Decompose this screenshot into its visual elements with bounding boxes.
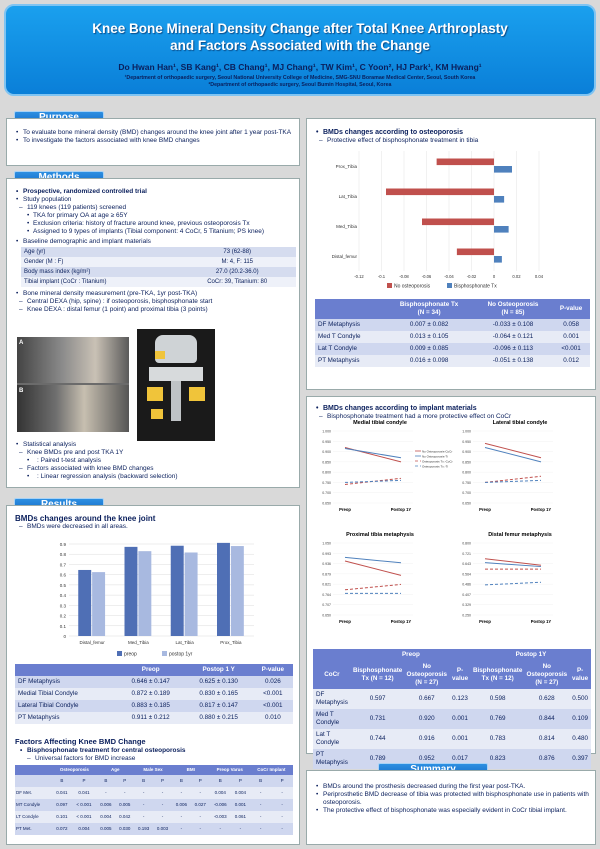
x-tick-label: -0.02 [466,274,477,279]
x-tick-label: Lat_Tibia [175,640,194,645]
demographics-table: Age (yr) 73 (62-88) Gender (M : F) M: 4, F: 115 Body mass index (kg/m²) 27.0 (20.2-36.0) Tibial implant (CoCr : Titanium) CoCr: 39, Titanium: 80 [21,247,296,287]
affiliation-1: ¹Department of orthopaedic surgery, Seoul National University College of Medicine, SMG-SNU Boramae Medical Center, Seoul, South Korea [124,75,476,81]
y-tick-label: 0.950 [322,439,331,444]
dexa-knee: – Knee DEXA : distal femur (1 point) and proximal tibia (3 points) [15,306,293,314]
results-h1-sub: – BMDs were decreased in all areas. [15,523,293,531]
series-line [485,443,541,457]
implant-line-chart: Distal femur metaphysis 0.250 0.329 0.407 0.486 0.564 0.643 0.721 0.800 Preop Postop 1Y [462,532,552,624]
y-tick-label: 0.800 [462,541,471,546]
y-tick-label: 0.4 [59,593,66,599]
methods-box: • Prospective, randomized controlled trial • Study population – 119 knees (119 patients) screened • TKA for primary OA at age ≥ 65Y • Exclusion criteria: history of fracture around knee, previous osteoporosis Tx • Assigned to 9 types of implants (Tibial component: 4 CoCr, 5 Titanium; PS knee) • Baseline demographic and implant materials Age (yr) 73 (62-88) Gender (M : F) M: 4, F: 115 Body mass index (kg/m²) 27.0 (20.2-36.0) Tibial implant (CoCr : Titanium) CoCr: 39, Titanium: 80 • Bone mineral density measurement (pre-TKA, 1yr post-TKA) – Central DEXA (hip, spine) : if osteoporosis, bisphosphonate start – Knee DEXA : distal femur (1 point) and proximal tibia (3 points) A B • Statistical analysis – Knee BMDs pre and post TKA 1Y • : Paired t-test analysis – Factors associated with knee BMD changes • : Linear regression analysis (backward selection) [6,178,300,488]
bar-postop-1yr [138,551,151,636]
x-tick-label: Postop 1Y [530,507,552,512]
implant-row: Lat T Condyle 0.744 0.916 0.001 0.783 0.814 0.480 [313,729,591,749]
bar-postop-1yr [185,552,198,636]
y-tick-label: 0.721 [462,551,471,556]
dexa-central: – Central DEXA (hip, spine) : if osteoporosis, bisphosphonate start [15,298,293,306]
y-tick-label: 0.900 [462,450,471,455]
y-tick-label: 0.850 [322,460,331,465]
implant-heading: • BMDs changes according to implant materials [315,405,589,413]
category-label: Lat_Tibia [338,194,357,199]
bar-Bisphosphonate-Tx [494,256,502,263]
y-tick-label: 0.650 [322,501,331,506]
x-tick-label: Preop [479,507,491,512]
implant-row: PT Metaphysis 0.789 0.952 0.017 0.823 0.876 0.397 [313,749,591,769]
y-tick-label: 0.650 [462,501,471,506]
poster-title: Knee Bone Mineral Density Change after Total Knee Arthroplasty and Factors Associated with the Change [92,21,508,53]
legend-label: postop 1yr [169,651,193,658]
bar-No-osteoporosis [437,159,494,166]
y-tick-label: 0.407 [462,592,471,597]
series-line [485,480,541,482]
y-tick-label: 0.329 [462,603,471,608]
osteoporosis-box: • BMDs changes according to osteoporosis – Protective effect of bisphosphonate treatment in tibia -0.12 -0.1 -0.08 -0.06 -0.04 -0.02 0 0.02 0.04 Prox_Tibia Lat_Tibia Med_Tibia Distal_femur No osteoporosis Bisphosphonate Tx Bisphosphonate Tx (N = 34) No Osteoporosis (N = 85) P-value DF Metaphysis 0.007 ± 0.082 -0.033 ± 0.108 0.058 Med T Condyle 0.013 ± 0.105 -0.064 ± 0.121 0.001 Lat T Condyle 0.009 ± 0.085 -0.096 ± 0.113 <0.001 PT Metaphysis 0.016 ± 0.098 -0.051 ± 0.138 0.012 [306,118,596,390]
x-tick-label: -0.04 [444,274,454,279]
series-line [345,448,401,457]
y-tick-label: 0.993 [322,551,331,556]
summary-box [306,770,596,845]
stats-label: • Statistical analysis [15,441,295,449]
y-tick-label: 0.800 [462,470,471,475]
y-tick-label: 0.900 [322,450,331,455]
implant-box: • BMDs changes according to implant materials – Bisphosphonate treatment had a more protective effect on CoCr Medial tibial condyle 0.650 0.700 0.750 0.800 0.850 0.900 0.950 1.000 Preop Postop 1Y No Osteoporosis-CoCr No Osteoporosis-Ti Osteoporosis Tx.-CoCr Osteoporosis Tx.-Ti Lateral tibial condyle 0.650 0.700 0.750 0.800 0.850 0.900 0.950 1.000 Preop Postop 1Y Proximal tibia metaphysis 0.650 0.707 0.764 0.821 0.879 0.936 0.993 1.050 Preop Postop 1Y Distal femur metaphysis 0.250 0.329 0.407 0.486 0.564 0.643 0.721 0.800 Preop Postop 1Y Preop Postop 1Y CoCr Bisphosphonate Tx (N = 12) No Osteoporosis (N = 27) P-value Bisphosphonate Tx (N = 12) No Osteoporosis (N = 27) P-value DF Metaphysis 0.597 0.667 0.123 0.598 0.628 0.500 Med T Condyle 0.731 0.920 0.001 0.769 0.844 0.109 Lat T Condyle 0.744 0.916 0.001 0.783 0.814 0.480 PT Metaphysis 0.789 0.952 0.017 0.823 0.876 0.397 [306,396,596,754]
category-label: Prox_Tibia [335,164,357,169]
y-tick-label: 0.486 [462,582,471,587]
x-tick-label: -0.08 [399,274,409,279]
y-tick-label: 0.950 [462,439,471,444]
summary-3: • The protective effect of bisphosphonate was especially evident in CoCr tibial implant. [315,807,589,815]
criteria-3: • Assigned to 9 types of implants (Tibial component: 4 CoCr, 5 Titanium; PS knee) [15,228,293,236]
criteria-2: • Exclusion criteria: history of fracture around knee, previous osteoporosis Tx [15,220,293,228]
series-line [485,447,541,461]
category-label: Distal_femur [331,254,357,259]
legend-label: No osteoporosis [394,283,431,290]
poster-header [4,4,596,96]
factors-heading: Factors Affecting Knee BMD Change [15,737,146,746]
screened: – 119 knees (119 patients) screened [15,204,293,212]
factor-row: PT Met. 0.072 0.004 0.005 0.030 0.193 0.003 - - - - - - [15,823,293,835]
y-tick-label: 1.000 [462,429,471,434]
y-tick-label: 0.643 [462,562,471,567]
dexa-photo: A B [17,337,129,432]
bar-Bisphosphonate-Tx [494,196,504,203]
bar-No-osteoporosis [386,189,494,196]
purpose-item-2: • To investigate the factors associated with knee BMD changes [15,137,293,145]
x-tick-label: -0.1 [377,274,386,279]
bar-preop [171,546,184,636]
population-label: • Study population [15,196,293,204]
osteo-table: Bisphosphonate Tx (N = 34) No Osteoporosis (N = 85) P-value DF Metaphysis 0.007 ± 0.082 -0.033 ± 0.108 0.058 Med T Condyle 0.013 ± 0.105 -0.064 ± 0.121 0.001 Lat T Condyle 0.009 ± 0.085 -0.096 ± 0.113 <0.001 PT Metaphysis 0.016 ± 0.098 -0.051 ± 0.138 0.012 [315,299,590,367]
x-tick-label: -0.12 [354,274,364,279]
series-line [345,480,401,482]
y-tick-label: 0.764 [322,592,331,597]
series-line [485,582,541,585]
y-tick-label: 0.9 [59,542,66,547]
osteo-heading: • BMDs changes according to osteoporosis [315,129,589,137]
y-tick-label: 0.650 [322,613,331,618]
bar-postop-1yr [92,572,105,636]
legend-label: Osteoporosis Tx.-Ti [422,464,449,469]
factors-table: Osteoporosis Age Male Sex BMI Preop Varus CoCr Implant B P B P B P B P B P B P DF Met. 0.041 0.041 - - - - - - 0.004 0.004 - - MT Condyle 0.097 < 0.001 0.006 0.005 - - 0.006 0.027 -0.006 0.001 - - LT Condyle 0.101 < 0.001 0.004 0.042 - - - - -0.003 0.061 - - PT Met. 0.072 0.004 0.005 0.030 0.193 0.003 - - - - - - [15,765,293,835]
results-box: BMDs changes around the knee joint – BMDs were decreased in all areas. 0 0.1 0.2 0.3 0.4 0.5 0.6 0.7 0.8 0.9 Distal_femur Med_Tibia Lat_Tibia Prox_Tibia preop postop 1yr Preop Postop 1 Y P-value DF Metaphysis 0.646 ± 0.147 0.625 ± 0.130 0.026 Medial Tibial Condyle 0.872 ± 0.189 0.830 ± 0.165 <0.001 Lateral Tibial Condyle 0.883 ± 0.185 0.817 ± 0.147 <0.001 PT Metaphysis 0.911 ± 0.212 0.880 ± 0.215 0.010 Factors Affecting Knee BMD Change • Bisphosphonate treatment for central osteoporosis – Universal factors for BMD increase Osteoporosis Age Male Sex BMI Preop Varus CoCr Implant B P B P B P B P B P B P DF Met. 0.041 0.041 - - - - - - 0.004 0.004 - - MT Condyle 0.097 < 0.001 0.006 0.005 - - 0.006 0.027 -0.006 0.001 - - LT Condyle 0.101 < 0.001 0.004 0.042 - - - - -0.003 0.061 - - PT Met. 0.072 0.004 0.005 0.030 0.193 0.003 - - - - - - [6,505,300,845]
x-tick-label: 0.04 [534,274,544,279]
affiliation-2: ²Department of orthopaedic surgery, Seoul Bumin Hospital, Seoul, Korea [208,82,392,88]
y-tick-label: 0.750 [322,480,331,485]
x-tick-label: Distal_femur [79,640,105,645]
bmd-table: Preop Postop 1 Y P-value DF Metaphysis 0.646 ± 0.147 0.625 ± 0.130 0.026 Medial Tibial Condyle 0.872 ± 0.189 0.830 ± 0.165 <0.001 Lateral Tibial Condyle 0.883 ± 0.185 0.817 ± 0.147 <0.001 PT Metaphysis 0.911 ± 0.212 0.880 ± 0.215 0.010 [15,664,293,724]
legend-label: No Osteoporosis-Ti [422,454,448,459]
series-line [345,557,401,562]
series-line [485,476,541,482]
y-tick-label: 0.250 [462,613,471,618]
x-tick-label: 0.02 [512,274,521,279]
y-tick-label: 0.850 [462,460,471,465]
bmd-measure-label: • Bone mineral density measurement (pre-TKA, 1yr post-TKA) [15,290,293,298]
bar-preop [217,543,230,636]
legend-swatch [447,283,452,288]
purpose-box [6,118,300,166]
series-line [345,478,401,484]
results-h1: BMDs changes around the knee joint [15,514,156,523]
y-tick-label: 0.564 [462,572,471,577]
trial-type: • Prospective, randomized controlled trial [15,188,293,196]
y-tick-label: 0.750 [462,480,471,485]
knee-xray-image [137,329,215,441]
y-tick-label: 0.5 [59,582,66,588]
x-tick-label: 0 [492,274,496,279]
bar-No-osteoporosis [457,249,494,256]
y-tick-label: 0.800 [322,470,331,475]
summary-1: • BMDs around the prosthesis decreased during the first year post-TKA. [315,783,589,791]
bar-No-osteoporosis [422,219,494,226]
y-tick-label: 1.050 [322,541,331,546]
stats-1: – Knee BMDs pre and post TKA 1Y [15,449,295,457]
x-tick-label: Preop [339,619,351,624]
legend-swatch [387,283,392,288]
y-tick-label: 0.8 [59,552,66,558]
y-tick-label: 0.6 [59,572,66,578]
x-tick-label: Postop 1Y [390,619,412,624]
y-tick-label: 1.000 [322,429,331,434]
implant-row: Med T Condyle 0.731 0.920 0.001 0.769 0.844 0.109 [313,709,591,729]
bmd-bar-chart [47,538,262,658]
x-tick-label: -0.06 [421,274,432,279]
bar-preop [78,570,91,636]
y-tick-label: 0.1 [59,623,66,629]
bar-preop [125,547,138,636]
purpose-item-1: • To evaluate bone mineral density (BMD) changes around the knee joint after 1 year post-TKA [15,129,293,137]
osteo-bar-chart [327,147,547,297]
x-tick-label: Med_Tibia [127,640,149,645]
x-tick-label: Prox_Tibia [220,640,242,645]
x-tick-label: Postop 1Y [390,507,412,512]
baseline-label: • Baseline demographic and implant materials [15,238,293,246]
stats-2: – Factors associated with knee BMD changes [15,465,295,473]
x-tick-label: Preop [479,619,491,624]
legend-label: No Osteoporosis-CoCr [422,449,453,454]
y-tick-label: 0.2 [59,613,66,619]
factors-sub: • Bisphosphonate treatment for central osteoporosis [19,747,186,755]
legend-label: Osteoporosis Tx.-CoCr [422,459,453,464]
implant-line-chart: Medial tibial condyle 0.650 0.700 0.750 0.800 0.850 0.900 0.950 1.000 Preop Postop 1Y No Osteoporosis-CoCr No Osteoporosis-Ti Osteoporosis Tx.-CoCr Osteoporosis Tx.-Ti [322,420,453,512]
y-tick-label: 0.879 [322,572,331,577]
implant-row: DF Metaphysis 0.597 0.667 0.123 0.598 0.628 0.500 [313,689,591,709]
bar-Bisphosphonate-Tx [494,166,512,173]
implant-table: Preop Postop 1Y CoCr Bisphosphonate Tx (N = 12) No Osteoporosis (N = 27) P-value Bisphosphonate Tx (N = 12) No Osteoporosis (N = 27) P-value DF Metaphysis 0.597 0.667 0.123 0.598 0.628 0.500 Med T Condyle 0.731 0.920 0.001 0.769 0.844 0.109 Lat T Condyle 0.744 0.916 0.001 0.783 0.814 0.480 PT Metaphysis 0.789 0.952 0.017 0.823 0.876 0.397 [313,649,591,769]
y-tick-label: 0.821 [322,582,331,587]
factor-row: MT Condyle 0.097 < 0.001 0.006 0.005 - - 0.006 0.027 -0.006 0.001 - - [15,799,293,811]
y-tick-label: 0.3 [59,603,66,609]
x-tick-label: Postop 1Y [530,619,552,624]
bar-Bisphosphonate-Tx [494,226,509,233]
implant-line-chart: Lateral tibial condyle 0.650 0.700 0.750 0.800 0.850 0.900 0.950 1.000 Preop Postop 1Y [462,420,552,512]
legend-label: Bisphosphonate Tx [454,283,497,290]
legend-swatch [162,651,167,656]
legend-label: preop [124,651,137,658]
bar-postop-1yr [231,546,244,636]
x-tick-label: Preop [339,507,351,512]
factor-row: DF Met. 0.041 0.041 - - - - - - 0.004 0.004 - - [15,787,293,799]
y-tick-label: 0 [63,634,66,639]
authors: Do Hwan Han¹, SB Kang¹, CB Chang¹, MJ Chang¹, TW Kim¹, C Yoon², HJ Park¹, KM Hwang¹ [118,62,482,72]
criteria-1: • TKA for primary OA at age ≥ 65Y [15,212,293,220]
y-tick-label: 0.936 [322,562,331,567]
factor-row: LT Condyle 0.101 < 0.001 0.004 0.042 - - - - -0.003 0.061 - - [15,811,293,823]
y-tick-label: 0.700 [462,491,471,496]
series-line [345,584,401,589]
legend-swatch [117,651,122,656]
category-label: Med_Tibia [336,224,357,229]
y-tick-label: 0.700 [322,491,331,496]
series-line [345,561,401,575]
y-tick-label: 0.7 [59,562,66,568]
y-tick-label: 0.707 [322,603,331,608]
summary-2: • Periprosthetic BMD decrease of tibia was protected with bisphosphonate use in patients with osteoporosis. [315,791,589,807]
implant-line-chart: Proximal tibia metaphysis 0.650 0.707 0.764 0.821 0.879 0.936 0.993 1.050 Preop Postop 1Y [322,532,414,624]
